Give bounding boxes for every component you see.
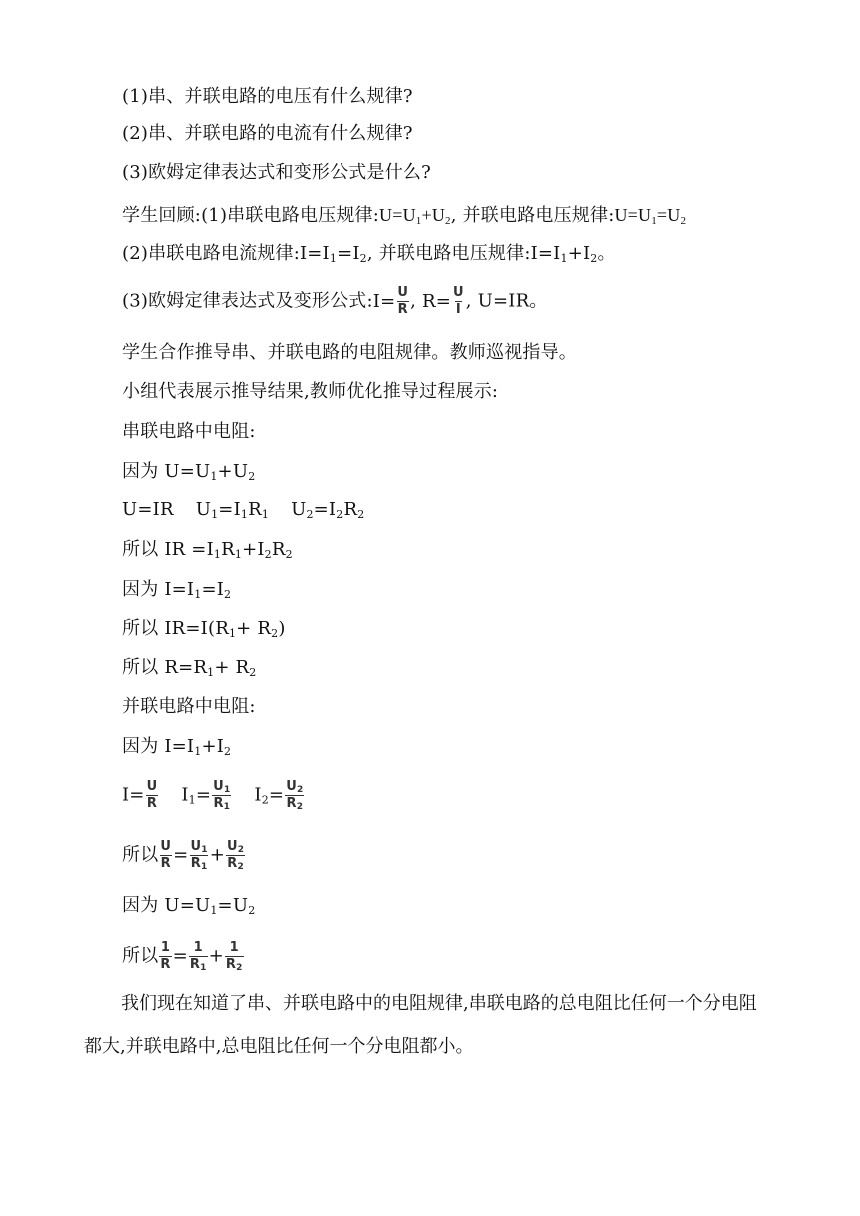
fraction-u-over-r: $\frac{U}{R}$ <box>160 839 172 871</box>
series-title: 串联电路中电阻: <box>122 421 256 442</box>
parallel-step-5: 所以 $\frac{1}{R}$ = $\frac{1}{R_1}$ + $\frac{1}{R_2}$ <box>122 940 243 973</box>
fraction-u-over-r: $\frac{U}{R}$ <box>397 285 409 317</box>
fraction-u1-over-r1: $\frac{U_1}{R_1}$ <box>190 839 208 872</box>
review-current-prefix: (2)串联电路电流规律: <box>122 243 300 264</box>
ohm-formula-r: R= $\frac{U}{I}$ <box>421 285 464 317</box>
review-current-mid: , 并联电路电压规律: <box>366 243 531 264</box>
series-step-2: U=IR $U_1=I_1R_1$ $U_2=I_2R_2$ <box>122 499 365 521</box>
review-voltage-line <box>122 202 686 229</box>
ohm-formula-i: I= $\frac{U}{R}$ <box>372 285 409 317</box>
fraction-1-over-r: $\frac{1}{R}$ <box>160 940 171 972</box>
review-current-end: 。 <box>597 243 616 264</box>
parallel-step-4: 因为 $U=U_1=U_2$ <box>122 895 256 917</box>
series-step-4: 因为 $I=I_1=I_2$ <box>122 579 232 601</box>
series-step-6: 所以 $R=R_1+ R_2$ <box>122 657 257 679</box>
fraction-u-over-i: $\frac{U}{I}$ <box>453 285 464 317</box>
review-ohm-prefix: (3)欧姆定律表达式及变形公式: <box>122 290 373 312</box>
question-1: (1)串、并联电路的电压有什么规律? <box>122 86 413 107</box>
parallel-step-3: 所以 $\frac{U}{R}$ = $\frac{U_1}{R_1}$ + $\frac{U_2}{R_2}$ <box>122 839 245 872</box>
question-2: (2)串、并联电路的电流有什么规律? <box>122 123 413 144</box>
series-step-1: 因为 $U=U_1+U_2$ <box>122 461 256 483</box>
fraction-1-over-r1: $\frac{1}{R_1}$ <box>189 940 207 973</box>
fraction-u2-over-r2: $\frac{U_2}{R_2}$ <box>227 839 245 872</box>
review-current-line <box>122 241 616 267</box>
parallel-title: 并联电路中电阻: <box>122 696 256 717</box>
parallel-voltage-formula: $U=U_1=U_2$ <box>614 205 687 227</box>
parallel-step-1: 因为 $I=I_1+I_2$ <box>122 736 232 758</box>
parallel-current-formula: $I=I_1+I_2$ <box>530 243 598 265</box>
series-step-3: 所以 IR $=I_1R_1+I_2R_2$ <box>122 539 293 561</box>
conclusion-paragraph: 我们现在知道了串、并联电路中的电阻规律,串联电路的总电阻比任何一个分电阻都大,并联电路中,总电阻比任何一个分电阻都小。 <box>84 993 757 1057</box>
series-voltage-formula: $U=U_1+U_2$ <box>379 205 451 227</box>
presentation-text: 小组代表展示推导结果,教师优化推导过程展示: <box>122 381 499 402</box>
ohm-formula-u: U=IR。 <box>477 290 548 312</box>
parallel-step-2: I= $\frac{U}{R}$ $I_1=$ $\frac{U_1}{R_1}$ $I_2=$ $\frac{U_2}{R_2}$ <box>122 779 304 812</box>
review-voltage-prefix: 学生回顾:(1)串联电路电压规律: <box>122 205 380 226</box>
activity-text: 学生合作推导串、并联电路的电阻规律。教师巡视指导。 <box>122 342 577 363</box>
fraction-u1-over-r1: $\frac{U_1}{R_1}$ <box>213 779 231 812</box>
fraction-1-over-r2: $\frac{1}{R_2}$ <box>225 940 243 973</box>
fraction-u-over-r: $\frac{U}{R}$ <box>146 779 158 811</box>
series-current-formula: $I=I_1=I_2$ <box>299 243 367 265</box>
fraction-u2-over-r2: $\frac{U_2}{R_2}$ <box>286 779 304 812</box>
question-3: (3)欧姆定律表达式和变形公式是什么? <box>122 162 431 183</box>
review-ohm-line: (3)欧姆定律表达式及变形公式:I= $\frac{U}{R}$ , R= $\frac{U}{I}$ , U=IR。 <box>122 285 548 317</box>
review-voltage-mid: , 并联电路电压规律: <box>450 205 615 226</box>
series-step-5: 所以 $IR=I(R_1+ R_2)$ <box>122 618 286 640</box>
